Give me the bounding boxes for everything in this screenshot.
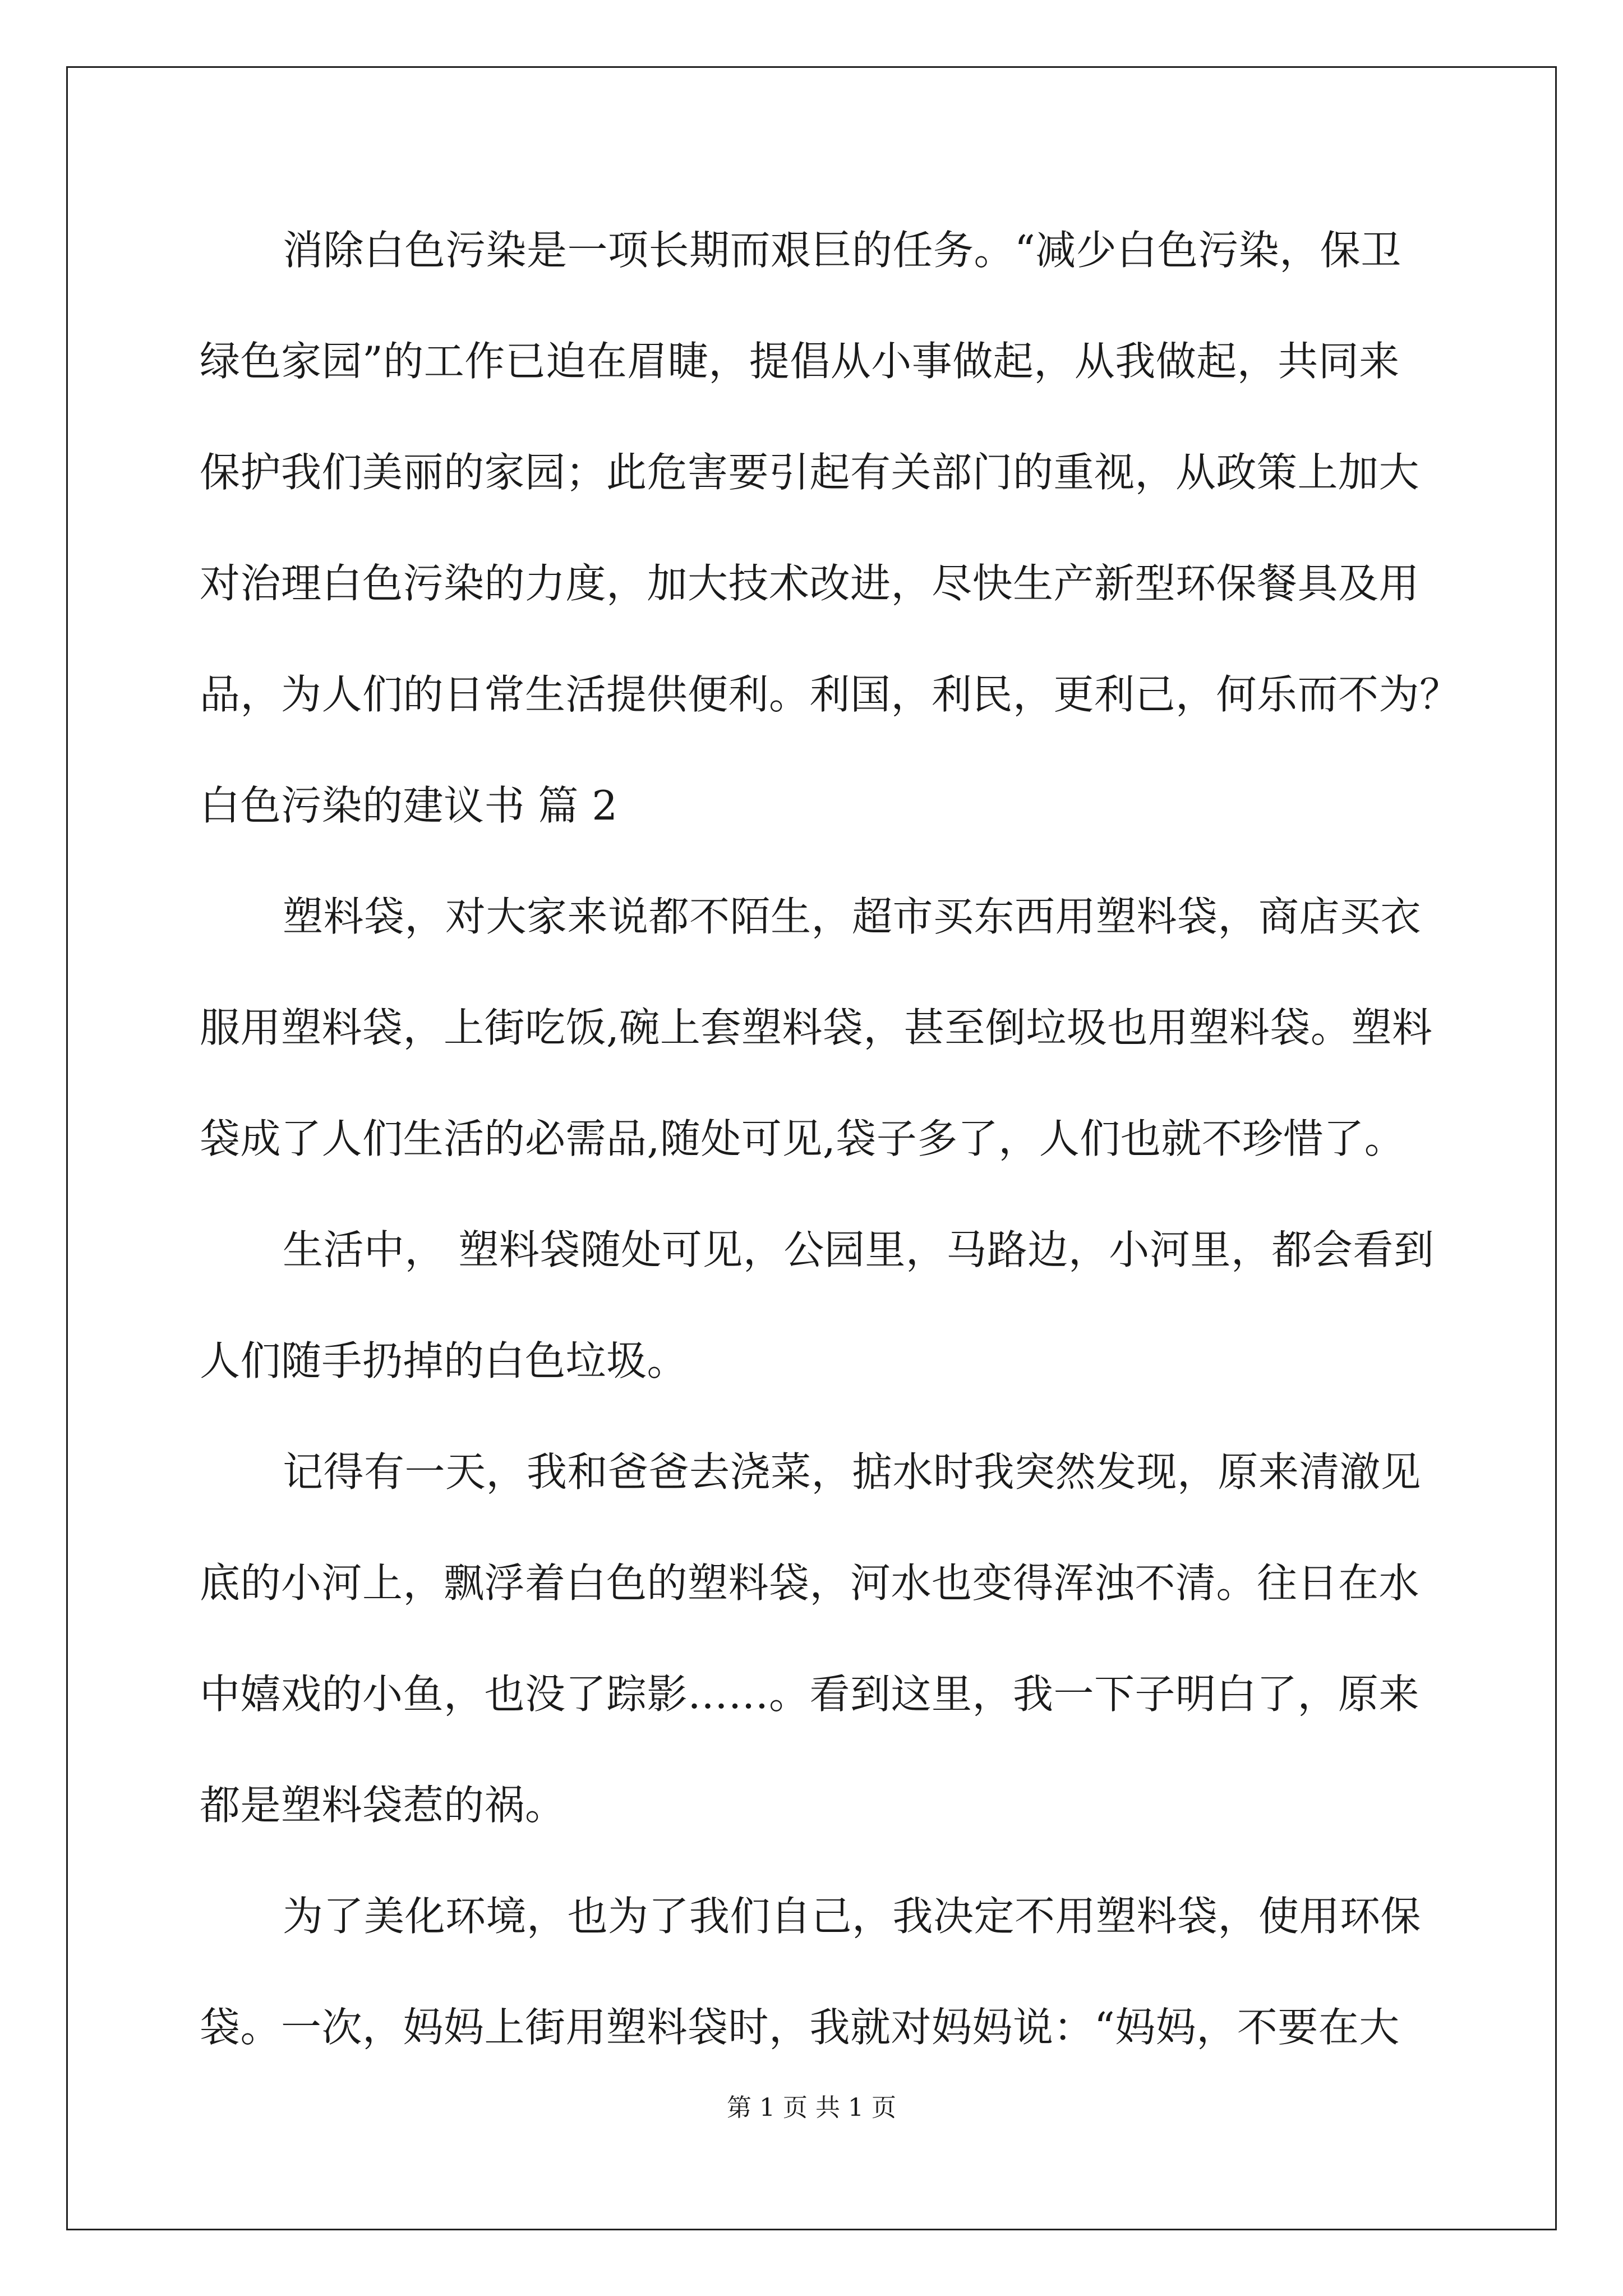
paragraph-line: 服用塑料袋，上街吃饭,碗上套塑料袋，甚至倒垃圾也用塑料袋。塑料 (200, 1004, 1433, 1051)
page-number-footer: 第 1 页 共 1 页 (727, 2093, 896, 2122)
paragraph-line: 底的小河上，飘浮着白色的塑料袋，河水也变得浑浊不清。往日在水 (200, 1559, 1420, 1607)
paragraph-line: 中嬉戏的小鱼，也没了踪影……。看到这里，我一下子明白了，原来 (200, 1671, 1420, 1718)
paragraph-line: 记得有一天，我和爸爸去浇菜，掂水时我突然发现，原来清澈见 (283, 1448, 1422, 1496)
paragraph-line: 袋。一次，妈妈上街用塑料袋时，我就对妈妈说：“妈妈，不要在大 (200, 2004, 1400, 2051)
section-heading: 白色污染的建议书 篇 2 (200, 782, 618, 829)
paragraph-line: 生活中， 塑料袋随处可见，公园里，马路边，小河里，都会看到 (283, 1226, 1435, 1273)
paragraph-line: 塑料袋，对大家来说都不陌生，超市买东西用塑料袋，商店买衣 (283, 893, 1422, 940)
paragraph-line: 消除白色污染是一项长期而艰巨的任务。“减少白色污染，保卫 (283, 227, 1401, 274)
paragraph-line: 品，为人们的日常生活提供便利。利国，利民，更利己，何乐而不为？ (200, 671, 1460, 718)
paragraph-line: 为了美化环境，也为了我们自己，我决定不用塑料袋，使用环保 (283, 1893, 1422, 1940)
document-body (200, 222, 1460, 2110)
paragraph-line: 袋成了人们生活的必需品,随处可见,袋子多了，人们也就不珍惜了。 (200, 1115, 1405, 1162)
paragraph-line: 都是塑料袋惹的祸。 (200, 1782, 566, 1829)
paragraph-line: 对治理白色污染的力度，加大技术改进，尽快生产新型环保餐具及用 (200, 560, 1420, 607)
paragraph-line: 保护我们美丽的家园；此危害要引起有关部门的重视，从政策上加大 (200, 449, 1420, 496)
paragraph-line: 人们随手扔掉的白色垃圾。 (200, 1337, 688, 1384)
paragraph-line: 绿色家园”的工作已迫在眉睫，提倡从小事做起，从我做起，共同来 (200, 338, 1400, 385)
